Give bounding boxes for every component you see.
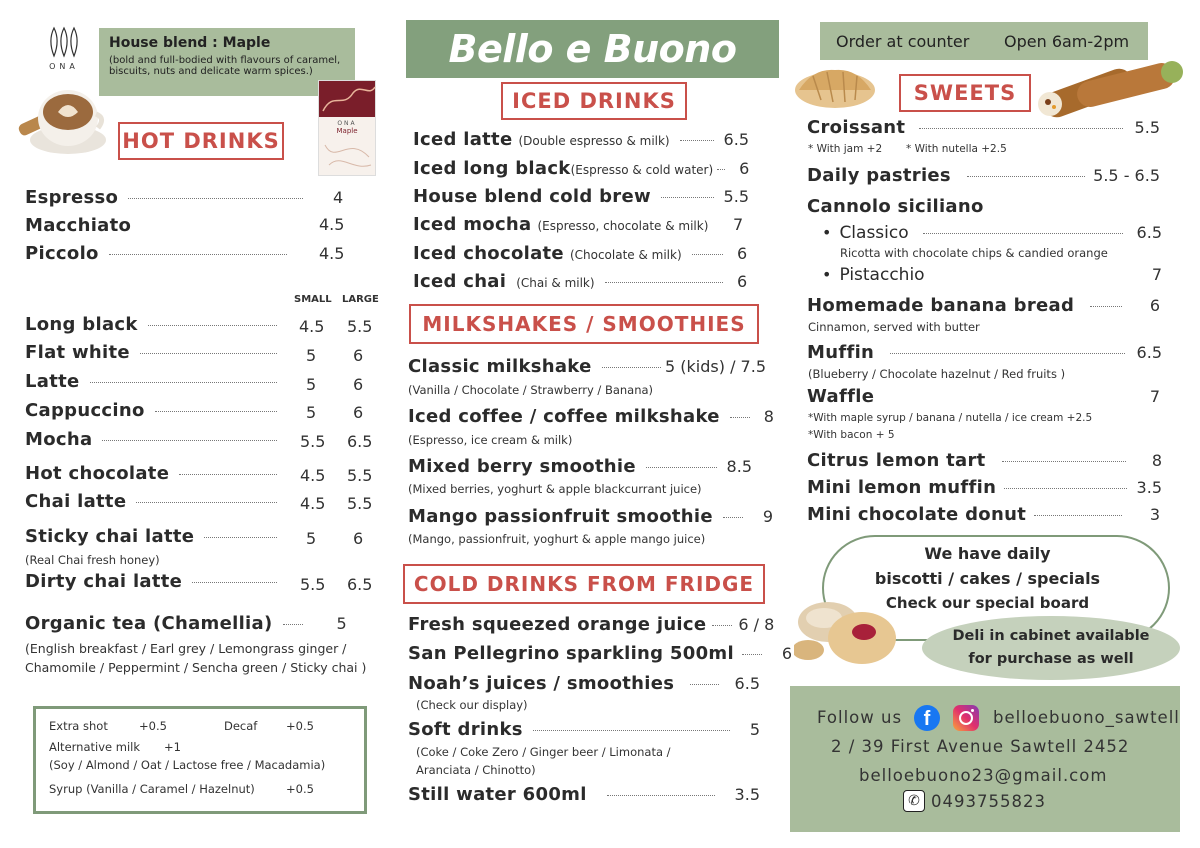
item-price: 8 — [763, 407, 774, 426]
tea-desc-1: (English breakfast / Earl grey / Lemongrass ginger / — [25, 641, 347, 656]
item-name: Iced long black — [413, 158, 571, 179]
item-name: Long black — [25, 314, 138, 335]
menu-item-iced-mocha — [413, 214, 749, 235]
menu-item-iced-chocolate — [413, 243, 749, 264]
menu-item-waffle — [807, 386, 1160, 407]
item-name: Piccolo — [25, 243, 99, 264]
waffle-option-2: *With bacon + 5 — [808, 429, 895, 441]
item-name: Organic tea (Chamellia) — [25, 613, 273, 634]
price-small: 5 — [306, 403, 317, 422]
croissant-image — [793, 60, 877, 110]
menu-item-organic-tea — [25, 613, 347, 634]
item-price: 3.5 — [1136, 478, 1162, 497]
item-name: Macchiato — [25, 215, 132, 236]
price-large: 5.5 — [347, 466, 373, 485]
item-price: 5 — [336, 614, 347, 633]
cold-drinks-heading: COLD DRINKS FROM FRIDGE — [403, 564, 765, 604]
item-name: Mixed berry smoothie — [408, 456, 636, 477]
price-large: 6 — [353, 403, 364, 422]
item-desc: (Mixed berries, yoghurt & apple blackcurrant juice) — [408, 482, 702, 496]
item-price: 6.5 — [1136, 343, 1162, 362]
menu-item-dirty-chai-latte — [25, 571, 287, 592]
price-small: 4.5 — [299, 317, 325, 336]
item-name: Still water 600ml — [408, 784, 587, 805]
menu-item-mocha — [25, 429, 287, 450]
item-desc-1: (Coke / Coke Zero / Ginger beer / Limonata / — [416, 745, 671, 759]
item-desc: (Espresso, ice cream & milk) — [408, 433, 573, 447]
item-price: 8.5 — [726, 457, 752, 476]
menu-item-lemon-tart — [807, 450, 1162, 471]
menu-item-iced-chai — [413, 271, 749, 292]
item-name: House blend cold brew — [413, 186, 651, 207]
item-price: 5 — [749, 720, 760, 739]
item-price: 6 — [737, 272, 748, 291]
item-price: 9 — [762, 507, 774, 526]
item-price: 6.5 — [723, 130, 749, 149]
logo-text: ONA — [49, 62, 79, 71]
decaf-label: Decaf — [224, 719, 258, 733]
menu-item-cannolo-pistacchio — [822, 265, 1162, 285]
item-name: Cannolo siciliano — [807, 196, 984, 217]
menu-item-noahs-juices — [408, 673, 760, 694]
item-name: Waffle — [807, 386, 875, 407]
item-name: Iced coffee / coffee milkshake — [408, 406, 720, 427]
bullet-icon: • — [822, 223, 832, 242]
menu-item-flat-white — [25, 342, 287, 363]
menu-item-cannolo-classico — [822, 223, 1162, 243]
item-name: Fresh squeezed orange juice — [408, 614, 707, 635]
house-blend-desc-1: (bold and full-bodied with flavours of caramel, — [109, 55, 341, 66]
extra-shot-price: +0.5 — [139, 719, 167, 733]
classico-desc: Ricotta with chocolate chips & candied orange — [840, 246, 1108, 260]
price-small: 5.5 — [300, 432, 326, 451]
price-small: 5 — [306, 375, 317, 394]
item-price: 6 — [737, 244, 748, 263]
cake-image — [794, 592, 900, 668]
order-text: Order at counter — [836, 32, 970, 51]
menu-item-cappuccino — [25, 400, 287, 421]
brand-banner — [406, 20, 779, 78]
hours-text: Open 6am-2pm — [1004, 32, 1130, 51]
item-price: 5 (kids) / 7.5 — [665, 357, 766, 376]
specials-line-1: We have daily — [924, 544, 1051, 563]
price-large: 6.5 — [347, 575, 373, 594]
item-price: 3 — [1149, 505, 1160, 524]
size-small-label: SMALL — [294, 294, 332, 305]
bag-label: Maple — [336, 127, 358, 135]
instagram-handle[interactable]: belloebuono_sawtell — [993, 708, 1180, 727]
croissant-option-jam: * With jam +2 — [808, 143, 883, 155]
email[interactable]: belloebuono23@gmail.com — [859, 766, 1108, 785]
item-price: 3.5 — [734, 785, 760, 804]
price-small: 5.5 — [300, 575, 326, 594]
menu-item-cannolo — [807, 196, 984, 217]
item-name: Mango passionfruit smoothie — [408, 506, 713, 527]
specials-line-3: Check our special board — [885, 594, 1090, 612]
specials-line-2: biscotti / cakes / specials — [874, 569, 1101, 588]
price-large: 6 — [353, 375, 364, 394]
item-price: 6.5 — [734, 674, 760, 693]
item-price: 6 / 8 — [738, 615, 775, 634]
item-name: Flat white — [25, 342, 130, 363]
menu-item-san-pellegrino — [408, 643, 793, 664]
sweets-heading: SWEETS — [899, 74, 1031, 112]
address: 2 / 39 First Avenue Sawtell 2452 — [831, 737, 1130, 756]
size-large-label: LARGE — [342, 294, 379, 305]
menu-item-mini-lemon-muffin — [807, 477, 1162, 498]
syrup-price: +0.5 — [286, 782, 314, 796]
extra-shot-label: Extra shot — [49, 719, 108, 733]
price-large: 5.5 — [347, 317, 373, 336]
item-name: Iced chai — [413, 271, 507, 292]
facebook-icon[interactable]: f — [914, 705, 940, 731]
leaf-logo-icon — [46, 26, 82, 58]
deli-line-2: for purchase as well — [968, 651, 1134, 667]
muffin-desc: (Blueberry / Chocolate hazelnut / Red fruits ) — [808, 367, 1066, 381]
item-note: (Double espresso & milk) — [518, 134, 670, 148]
bag-brand: ONA — [337, 120, 357, 127]
menu-item-classic-milkshake — [408, 356, 766, 377]
price-small: 5 — [306, 529, 317, 548]
item-price: 7 — [733, 215, 744, 234]
item-name: Iced mocha — [413, 214, 532, 235]
extras-box — [33, 706, 367, 814]
item-name: Latte — [25, 371, 80, 392]
alt-milk-price: +1 — [164, 740, 181, 754]
croissant-option-nutella: * With nutella +2.5 — [906, 143, 1007, 155]
menu-item-muffin — [807, 342, 1162, 363]
item-price: 6 — [1149, 296, 1160, 315]
item-name: Sticky chai latte — [25, 526, 195, 547]
hot-drinks-heading: HOT DRINKS — [118, 122, 284, 160]
item-name: Soft drinks — [408, 719, 523, 740]
instagram-icon[interactable] — [953, 705, 979, 731]
item-note: (Chai & milk) — [516, 276, 595, 290]
item-price: 5.5 — [1134, 118, 1160, 137]
price-small: 4.5 — [300, 494, 326, 513]
deli-line-1: Deli in cabinet available — [952, 628, 1150, 644]
menu-item-croissant — [807, 117, 1160, 138]
item-name: Mocha — [25, 429, 93, 450]
menu-item-piccolo — [25, 243, 343, 264]
menu-item-mango-smoothie — [408, 506, 774, 527]
deli-ellipse — [922, 616, 1180, 680]
item-name: Homemade banana bread — [807, 295, 1075, 316]
item-price: 5.5 - 6.5 — [1093, 166, 1160, 185]
price-large: 6 — [353, 529, 364, 548]
alt-milk-label: Alternative milk — [49, 740, 141, 754]
cannoli-image — [1036, 52, 1184, 124]
bullet-icon: • — [822, 265, 832, 284]
item-name: Cappuccino — [25, 400, 145, 421]
alt-milk-options: (Soy / Almond / Oat / Lactose free / Macadamia) — [49, 758, 326, 772]
price-small: 5 — [306, 346, 317, 365]
menu-item-sticky-chai-latte — [25, 526, 287, 547]
menu-item-espresso — [25, 187, 343, 208]
menu-item-chai-latte — [25, 491, 287, 512]
item-price: 6.5 — [1136, 223, 1162, 242]
milkshakes-heading: MILKSHAKES / SMOOTHIES — [409, 304, 759, 344]
item-desc-2: Aranciata / Chinotto) — [416, 763, 536, 777]
item-name: Espresso — [25, 187, 119, 208]
follow-label: Follow us — [817, 708, 903, 727]
item-name: Classico — [839, 223, 909, 243]
house-blend-title: House blend : Maple — [109, 35, 271, 51]
menu-item-soft-drinks — [408, 719, 760, 740]
decaf-price: +0.5 — [286, 719, 314, 733]
menu-item-banana-bread — [807, 295, 1160, 316]
item-price: 4.5 — [319, 215, 345, 234]
iced-drinks-heading: ICED DRINKS — [501, 82, 687, 120]
item-name: Citrus lemon tart — [807, 450, 986, 471]
menu-item-mini-chocolate-donut — [807, 504, 1160, 525]
banana-desc: Cinnamon, served with butter — [808, 320, 980, 334]
menu-item-orange-juice — [408, 614, 775, 635]
item-name: Chai latte — [25, 491, 127, 512]
price-large: 5.5 — [347, 494, 373, 513]
item-price: 4.5 — [319, 244, 345, 263]
syrup-label: Syrup (Vanilla / Caramel / Hazelnut) — [49, 782, 255, 796]
maple-coffee-bag — [318, 80, 376, 176]
phone-number[interactable]: 0493755823 — [931, 792, 1046, 811]
waffle-option-1: *With maple syrup / banana / nutella / ice cream +2.5 — [808, 412, 1093, 424]
item-note: (Espresso, chocolate & milk) — [537, 219, 709, 233]
item-note: (Chocolate & milk) — [569, 248, 682, 262]
item-price: 6 — [781, 644, 793, 663]
tea-desc-2: Chamomile / Peppermint / Sencha green / Sticky chai ) — [25, 660, 367, 675]
item-price: 4 — [333, 188, 344, 207]
item-name: San Pellegrino sparkling 500ml — [408, 643, 734, 664]
item-price: 6 — [739, 159, 750, 178]
item-name: Classic milkshake — [408, 356, 592, 377]
price-large: 6 — [353, 346, 364, 365]
item-name: Mini lemon muffin — [807, 477, 997, 498]
item-price: 7 — [1151, 265, 1162, 284]
item-name: Pistacchio — [839, 265, 925, 285]
item-desc: (Mango, passionfruit, yoghurt & apple mango juice) — [408, 532, 706, 546]
phone-icon: ✆ — [903, 790, 925, 812]
menu-item-cold-brew — [413, 186, 749, 207]
coffee-cup-image — [16, 78, 108, 160]
item-name: Mini chocolate donut — [807, 504, 1027, 525]
menu-item-long-black — [25, 314, 287, 335]
house-blend-desc-2: biscuits, nuts and delicate warm spices.) — [109, 66, 313, 77]
item-name: Daily pastries — [807, 165, 951, 186]
brand-title: Bello e Buono — [448, 27, 737, 71]
house-blend-box — [99, 28, 355, 96]
item-desc: (Check our display) — [416, 698, 528, 712]
menu-item-daily-pastries — [807, 165, 1160, 186]
menu-item-iced-latte — [413, 129, 749, 150]
item-name: Croissant — [807, 117, 906, 138]
item-name: Iced latte — [413, 129, 513, 150]
menu-item-macchiato — [25, 215, 343, 236]
item-name: Iced chocolate — [413, 243, 564, 264]
item-name: Dirty chai latte — [25, 571, 183, 592]
menu-item-still-water — [408, 784, 760, 805]
menu-item-hot-chocolate — [25, 463, 287, 484]
menu-item-iced-coffee-milkshake — [408, 406, 774, 427]
menu-item-latte — [25, 371, 287, 392]
item-name: Muffin — [807, 342, 875, 363]
menu-item-mixed-berry — [408, 456, 752, 477]
price-large: 6.5 — [347, 432, 373, 451]
item-price: 8 — [1151, 451, 1162, 470]
item-note: (Espresso & cold water) — [570, 163, 714, 177]
item-price: 5.5 — [723, 187, 749, 206]
ona-logo — [46, 26, 82, 72]
price-small: 4.5 — [300, 466, 326, 485]
item-name: Noah’s juices / smoothies — [408, 673, 675, 694]
menu-item-iced-long-black — [413, 158, 749, 179]
item-desc: (Real Chai fresh honey) — [25, 553, 160, 567]
item-name: Hot chocolate — [25, 463, 170, 484]
item-price: 7 — [1149, 387, 1160, 406]
item-desc: (Vanilla / Chocolate / Strawberry / Banana) — [408, 383, 654, 397]
